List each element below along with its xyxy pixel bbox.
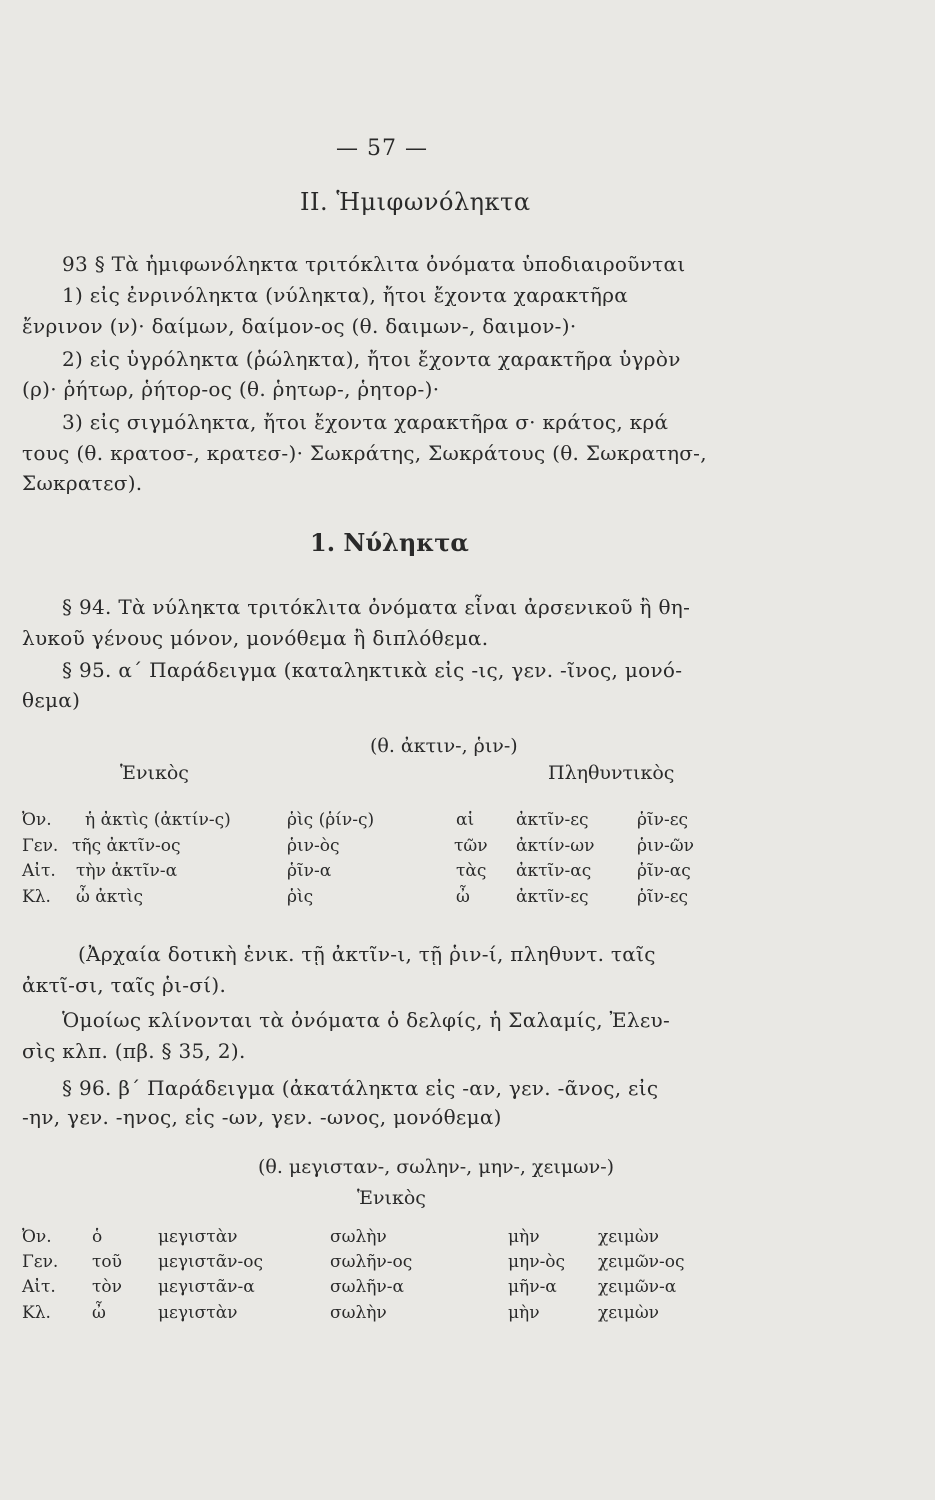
table2-article: ὦ <box>92 1303 106 1323</box>
table1-sing-form: ῥῖν-α <box>287 861 332 881</box>
table2-form: μεγιστὰν <box>158 1227 238 1247</box>
table1-plural-article: τὰς <box>456 861 487 881</box>
intro-line-5: (ρ)· ῥήτωρ, ῥήτορ-ος (θ. ῥητωρ-, ῥητορ-)· <box>22 377 440 401</box>
table1-plural-form: ῥῖν-ας <box>637 861 691 881</box>
table2-form: σωλὴν <box>330 1227 387 1247</box>
intro-line-7: τους (θ. κρατοσ-, κρατεσ-)· Σωκράτης, Σωκράτους (θ. Σωκρατησ-, <box>22 441 707 465</box>
table1-sing-form: ῥὶς (ῥίν-ς) <box>287 810 375 830</box>
table2-form: μὴν <box>508 1227 540 1247</box>
table2-form: χειμὼν <box>598 1227 660 1247</box>
table1-sing-form: ὦ ἀκτὶς <box>76 887 143 907</box>
p96-line-1: § 96. β΄ Παράδειγμα (ἀκατάληκτα εἰς -αν, γεν. -ᾶνος, εἰς <box>62 1076 659 1100</box>
table2-form: μεγιστὰν <box>158 1303 238 1323</box>
table2-form: χειμῶν-ος <box>598 1252 685 1272</box>
table1-case: Κλ. <box>22 887 51 907</box>
note-line-1: (Ἀρχαία δοτικὴ ἑνικ. τῇ ἀκτῖν-ι, τῇ ῥιν-ί, πληθυντ. ταῖς <box>78 942 656 966</box>
table2-case: Ὀν. <box>22 1227 52 1247</box>
table1-sing-form: ἡ ἀκτὶς (ἀκτίν-ς) <box>85 810 231 830</box>
table1-sing-form: τὴν ἀκτῖν-α <box>76 861 178 881</box>
table2-form: μῆν-α <box>508 1277 557 1297</box>
table2-article: τὸν <box>92 1277 122 1297</box>
table1-plural-article: ὦ <box>456 887 470 907</box>
table1-plural-form: ἀκτίν-ων <box>516 836 595 856</box>
table1-plural-article: αἱ <box>456 810 475 830</box>
table1-header-plural: Πληθυντικὸς <box>548 762 675 784</box>
table1-sing-form: ῥιν-ὸς <box>287 836 340 856</box>
table1-sing-form: τῆς ἀκτῖν-ος <box>72 836 181 856</box>
table2-case: Αἰτ. <box>22 1277 56 1297</box>
table2-case: Γεν. <box>22 1252 59 1272</box>
table1-plural-form: ῥῖν-ες <box>637 887 689 907</box>
table1-plural-form: ῥῖν-ες <box>637 810 689 830</box>
table2-article: ὁ <box>92 1227 103 1247</box>
table2-form: χειμὼν <box>598 1303 660 1323</box>
table1-plural-form: ἀκτῖν-ες <box>516 887 589 907</box>
table2-form: σωλὴν <box>330 1303 387 1323</box>
table2-form: σωλῆν-α <box>330 1277 404 1297</box>
similar-line-2: σὶς κλπ. (πβ. § 35, 2). <box>22 1039 246 1063</box>
table2-case: Κλ. <box>22 1303 51 1323</box>
p96-line-2: -ην, γεν. -ηνος, εἰς -ων, γεν. -ωνος, μονόθεμα) <box>22 1105 502 1129</box>
table2-form: μην-ὸς <box>508 1252 566 1272</box>
p95-line-2: θεμα) <box>22 688 81 712</box>
table1-case: Αἰτ. <box>22 861 56 881</box>
intro-line-6: 3) εἰς σιγμόληκτα, ἤτοι ἔχοντα χαρακτῆρα σ· κράτος, κρά <box>62 410 669 434</box>
table1-case: Γεν. <box>22 836 59 856</box>
similar-line-1: Ὁμοίως κλίνονται τὰ ὀνόματα ὁ δελφίς, ἡ Σαλαμίς, Ἐλευ- <box>62 1008 671 1032</box>
table2-form: σωλῆν-ος <box>330 1252 413 1272</box>
table2-form: χειμῶν-α <box>598 1277 677 1297</box>
intro-line-2: 1) εἰς ἐνρινόληκτα (νύληκτα), ἤτοι ἔχοντα χαρακτῆρα <box>62 283 629 307</box>
table2-form: μὴν <box>508 1303 540 1323</box>
table2-form: μεγιστᾶν-α <box>158 1277 255 1297</box>
note-line-2: ἀκτῖ-σι, ταῖς ῥι-σί). <box>22 973 227 997</box>
p94-line-1: § 94. Τὰ νύληκτα τριτόκλιτα ὀνόματα εἶναι ἀρσενικοῦ ἢ θη- <box>62 595 691 619</box>
table1-plural-article: τῶν <box>454 836 488 856</box>
table1-plural-form: ἀκτῖν-ες <box>516 810 589 830</box>
intro-line-1: 93 § Τὰ ἡμιφωνόληκτα τριτόκλιτα ὀνόματα ὑποδιαιροῦνται <box>62 252 686 276</box>
subsection-title: 1. Νύληκτα <box>310 528 469 557</box>
table1-header-singular: Ἑνικὸς <box>120 762 189 784</box>
table2-header-singular: Ἑνικὸς <box>357 1187 426 1209</box>
intro-line-8: Σωκρατεσ). <box>22 471 143 495</box>
table1-stem: (θ. ἀκτιν-, ῥιν-) <box>370 735 518 757</box>
table1-sing-form: ῥὶς <box>287 887 314 907</box>
table2-article: τοῦ <box>92 1252 122 1272</box>
intro-line-4: 2) εἰς ὑγρόληκτα (ῥώληκτα), ἤτοι ἔχοντα χαρακτῆρα ὑγρὸν <box>62 347 681 371</box>
section-title: II. Ἡμιφωνόληκτα <box>300 188 531 216</box>
page-number: — 57 — <box>336 136 428 161</box>
table1-case: Ὀν. <box>22 810 52 830</box>
table1-plural-form: ῥιν-ῶν <box>637 836 694 856</box>
p95-line-1: § 95. α΄ Παράδειγμα (καταληκτικὰ εἰς -ις, γεν. -ῖνος, μονό- <box>62 658 683 682</box>
table2-form: μεγιστᾶν-ος <box>158 1252 264 1272</box>
intro-line-3: ἔνρινον (ν)· δαίμων, δαίμον-ος (θ. δαιμων-, δαιμον-)· <box>22 314 577 338</box>
table1-plural-form: ἀκτῖν-ας <box>516 861 592 881</box>
table2-stem: (θ. μεγισταν-, σωλην-, μην-, χειμων-) <box>258 1156 615 1178</box>
p94-line-2: λυκοῦ γένους μόνον, μονόθεμα ἢ διπλόθεμα. <box>22 626 489 650</box>
